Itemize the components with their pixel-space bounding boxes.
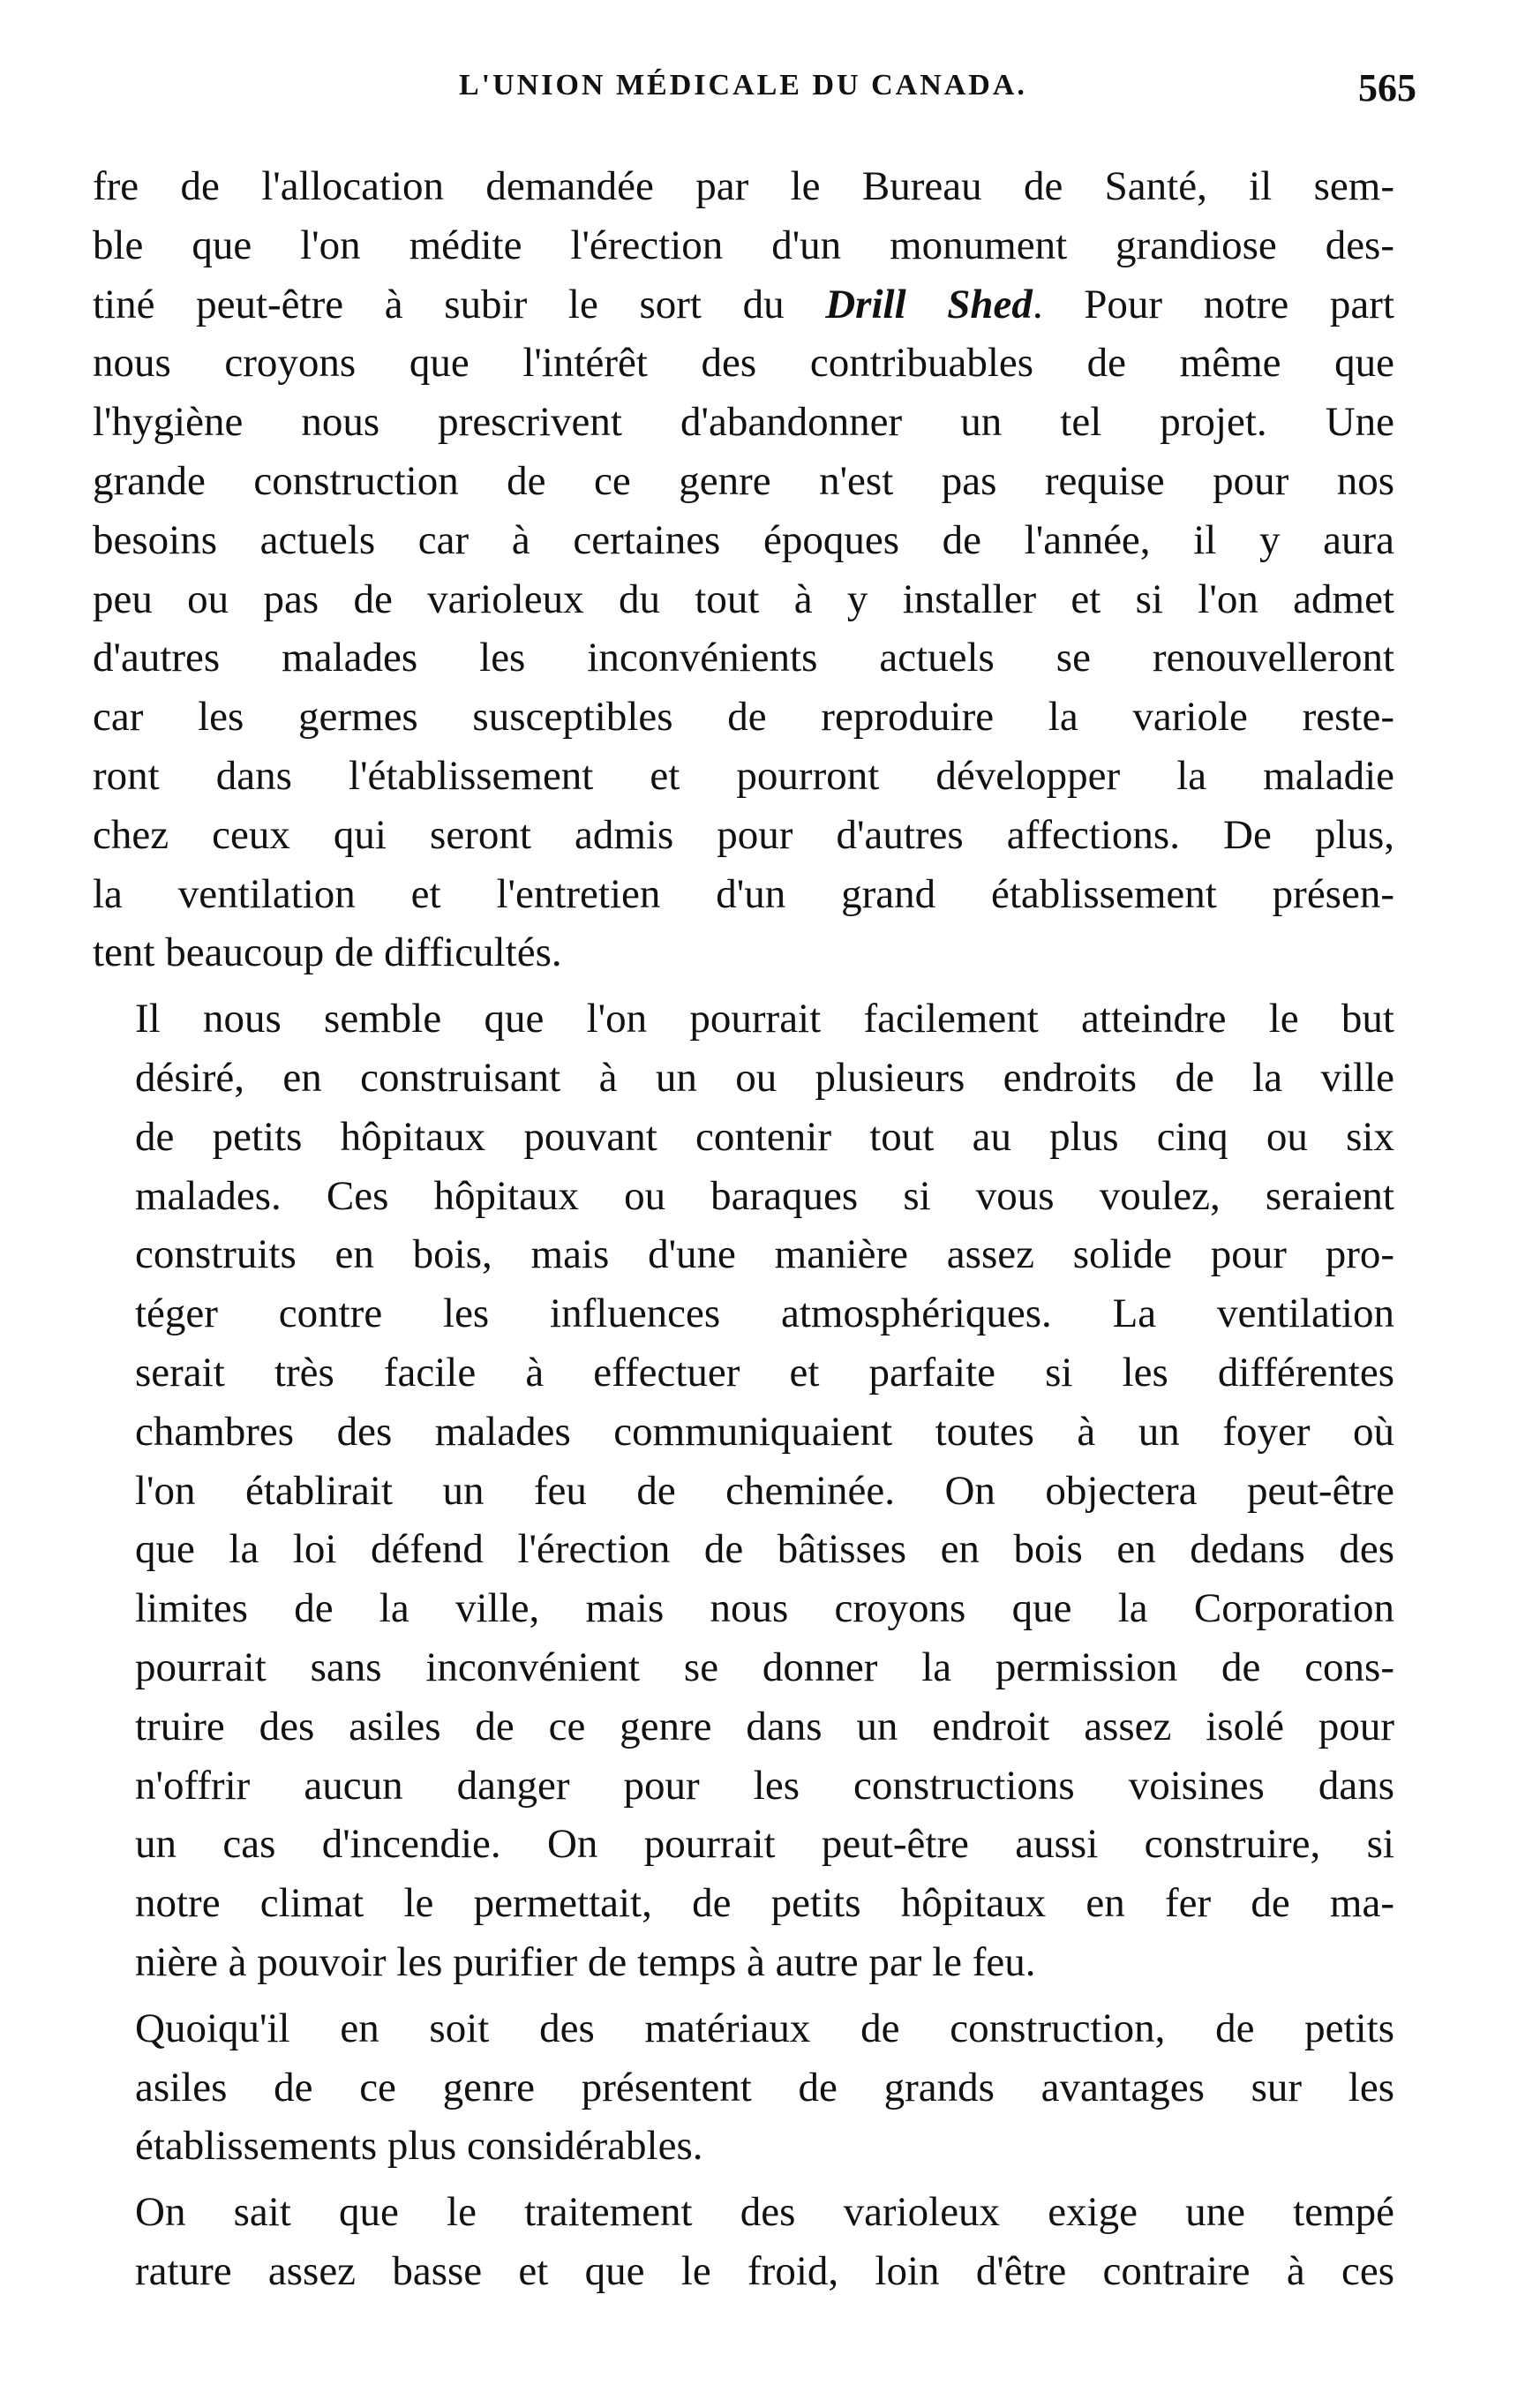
- text-line: malades. Ces hôpitaux ou baraques si vous voulez, seraient: [135, 1172, 1394, 1219]
- text-line: ble que l'on médite l'érection d'un monument grandiose des-: [93, 222, 1394, 268]
- text-line: la ventilation et l'entretien d'un grand établissement présen-: [93, 870, 1394, 917]
- text-line: tent beaucoup de difficultés.: [93, 929, 562, 976]
- text-line: fre de l'allocation demandée par le Bureau de Santé, il sem-: [93, 163, 1394, 209]
- text-line: de petits hôpitaux pouvant contenir tout au plus cinq ou six: [135, 1113, 1394, 1160]
- page-header: [459, 66, 1416, 122]
- text-line: chambres des malades communiquaient toutes à un foyer où: [135, 1408, 1394, 1455]
- text-line: Quoiqu'il en soit des matériaux de construction, de petits: [135, 2005, 1394, 2051]
- running-title: L'UNION MÉDICALE DU CANADA.: [459, 69, 1027, 102]
- text-line: ront dans l'établissement et pourront développer la maladie: [93, 752, 1394, 799]
- text-line: rature assez basse et que le froid, loin d'être contraire à ces: [135, 2247, 1394, 2294]
- text-line: désiré, en construisant à un ou plusieurs endroits de la ville: [135, 1054, 1394, 1101]
- text-line: notre climat le permettait, de petits hôpitaux en fer de ma-: [135, 1880, 1394, 1927]
- text-line: asiles de ce genre présentent de grands avantages sur les: [135, 2064, 1394, 2110]
- text-line: téger contre les influences atmosphériques. La ventilation: [135, 1290, 1394, 1337]
- text-line: limites de la ville, mais nous croyons que la Corporation: [135, 1585, 1394, 1632]
- text-line: nous croyons que l'intérêt des contribuables de même que: [93, 340, 1394, 387]
- text-line: On sait que le traitement des varioleux exige une tempé: [135, 2189, 1394, 2236]
- text-line: pourrait sans inconvénient se donner la permission de cons-: [135, 1644, 1394, 1690]
- page-number: 565: [1358, 66, 1416, 109]
- text-line: nière à pouvoir les purifier de temps à autre par le feu.: [135, 1938, 1036, 1985]
- text-line: n'offrir aucun danger pour les constructions voisines dans: [135, 1762, 1394, 1809]
- text-line: un cas d'incendie. On pourrait peut-être aussi construire, si: [135, 1821, 1394, 1868]
- text-line: que la loi défend l'érection de bâtisses en bois en dedans des: [135, 1526, 1394, 1573]
- text-line: chez ceux qui seront admis pour d'autres affections. De plus,: [93, 811, 1394, 858]
- text-line: construits en bois, mais d'une manière assez solide pour pro-: [135, 1231, 1394, 1278]
- body-text: [93, 157, 1394, 2308]
- text-line: l'hygiène nous prescrivent d'abandonner un tel projet. Une: [93, 399, 1394, 446]
- paragraph: [93, 989, 1394, 1992]
- paragraph: [93, 1999, 1394, 2176]
- paragraph: [93, 2183, 1394, 2301]
- text-line: établissements plus considérables.: [135, 2123, 703, 2170]
- text-line: Il nous semble que l'on pourrait facilement atteindre le but: [135, 996, 1394, 1042]
- paragraph: [93, 157, 1394, 982]
- text-line: peu ou pas de varioleux du tout à y installer et si l'on admet: [93, 576, 1394, 622]
- text-line: truire des asiles de ce genre dans un endroit assez isolé pour: [135, 1703, 1394, 1749]
- text-line: grande construction de ce genre n'est pas requise pour nos: [93, 457, 1394, 504]
- text-line: serait très facile à effectuer et parfaite si les différentes: [135, 1349, 1394, 1396]
- text-line: l'on établirait un feu de cheminée. On objectera peut-être: [135, 1467, 1394, 1514]
- text-line: d'autres malades les inconvénients actuels se renouvelleront: [93, 635, 1394, 681]
- text-line: tiné peut-être à subir le sort du Drill Shed. Pour notre part: [93, 281, 1394, 327]
- text-line: besoins actuels car à certaines époques de l'année, il y aura: [93, 516, 1394, 563]
- text-line: car les germes susceptibles de reproduire la variole reste-: [93, 694, 1394, 741]
